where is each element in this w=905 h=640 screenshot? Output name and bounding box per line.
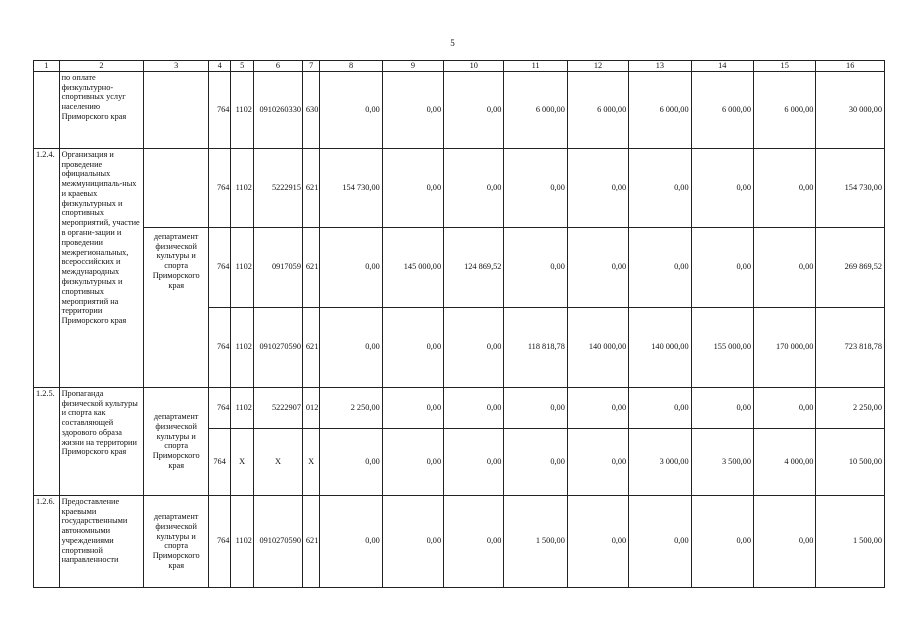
column-header: 6 xyxy=(253,61,302,72)
activity-name: Организация и проведение официальных межмуниципаль-ных и краевых физкультурных и спортивных мероприятий, участие в органи-зации и проведении межрегиональных, всероссийских и международных физкультурных и спортивных мероприятий на территории Приморского края xyxy=(59,148,144,387)
value-cell: 0,00 xyxy=(691,227,753,307)
code-cell: 1102 xyxy=(231,227,254,307)
column-header: 12 xyxy=(567,61,628,72)
value-cell: 30 000,00 xyxy=(816,71,885,148)
executor: департамент физической культуры и спорта Приморского края xyxy=(144,495,208,587)
value-cell: 0,00 xyxy=(567,428,628,495)
value-cell: 0,00 xyxy=(382,387,443,428)
column-header: 2 xyxy=(59,61,144,72)
value-cell: 6 000,00 xyxy=(629,71,691,148)
column-header: 14 xyxy=(691,61,753,72)
value-cell: 10 500,00 xyxy=(816,428,885,495)
value-cell: 4 000,00 xyxy=(754,428,816,495)
value-cell: 154 730,00 xyxy=(816,148,885,227)
value-cell: 6 000,00 xyxy=(754,71,816,148)
column-header: 1 xyxy=(34,61,60,72)
value-cell: 0,00 xyxy=(382,148,443,227)
code-cell: 764 xyxy=(208,428,231,495)
value-cell: 0,00 xyxy=(320,227,382,307)
value-cell: 140 000,00 xyxy=(629,307,691,387)
column-header: 7 xyxy=(302,61,319,72)
code-cell: X xyxy=(302,428,319,495)
table-row xyxy=(34,227,885,307)
column-header: 15 xyxy=(754,61,816,72)
value-cell: 0,00 xyxy=(504,387,567,428)
code-cell: 5222907 xyxy=(253,387,302,428)
column-header: 4 xyxy=(208,61,231,72)
page-number: 5 xyxy=(450,38,455,48)
value-cell: 1 500,00 xyxy=(504,495,567,587)
value-cell: 0,00 xyxy=(691,387,753,428)
value-cell: 0,00 xyxy=(754,148,816,227)
code-cell: 0910260330 xyxy=(253,71,302,148)
column-header: 13 xyxy=(629,61,691,72)
value-cell: 145 000,00 xyxy=(382,227,443,307)
code-cell: 630 xyxy=(302,71,319,148)
code-cell: 1102 xyxy=(231,495,254,587)
code-cell: X xyxy=(253,428,302,495)
code-cell: 1102 xyxy=(231,71,254,148)
executor: департамент физической культуры и спорта Приморского края xyxy=(144,227,208,387)
code-cell: 764 xyxy=(208,148,231,227)
value-cell: 2 250,00 xyxy=(320,387,382,428)
value-cell: 0,00 xyxy=(691,148,753,227)
value-cell: 0,00 xyxy=(504,148,567,227)
header-row xyxy=(34,61,885,72)
value-cell: 0,00 xyxy=(567,227,628,307)
code-cell: 5222915 xyxy=(253,148,302,227)
column-header: 16 xyxy=(816,61,885,72)
table-row xyxy=(34,387,885,428)
value-cell: 154 730,00 xyxy=(320,148,382,227)
value-cell: 0,00 xyxy=(444,428,504,495)
value-cell: 2 250,00 xyxy=(816,387,885,428)
value-cell: 0,00 xyxy=(444,71,504,148)
value-cell: 0,00 xyxy=(629,148,691,227)
column-header: 5 xyxy=(231,61,254,72)
activity-name: Предоставление краевыми государственными автономными учреждениями спортивной направленности xyxy=(59,495,144,587)
code-cell: 621 xyxy=(302,148,319,227)
code-cell: 1102 xyxy=(231,387,254,428)
value-cell: 0,00 xyxy=(320,71,382,148)
value-cell: 0,00 xyxy=(444,148,504,227)
value-cell: 0,00 xyxy=(691,495,753,587)
value-cell: 140 000,00 xyxy=(567,307,628,387)
code-cell: 0910270590 xyxy=(253,495,302,587)
code-cell: 764 xyxy=(208,387,231,428)
value-cell: 0,00 xyxy=(504,227,567,307)
column-header: 11 xyxy=(504,61,567,72)
row-number: 1.2.6. xyxy=(34,495,60,587)
executor xyxy=(144,148,208,227)
column-header: 8 xyxy=(320,61,382,72)
column-header: 9 xyxy=(382,61,443,72)
column-header: 10 xyxy=(444,61,504,72)
value-cell: 0,00 xyxy=(629,387,691,428)
code-cell: 621 xyxy=(302,495,319,587)
value-cell: 269 869,52 xyxy=(816,227,885,307)
value-cell: 0,00 xyxy=(504,428,567,495)
value-cell: 0,00 xyxy=(444,495,504,587)
value-cell: 0,00 xyxy=(382,71,443,148)
value-cell: 0,00 xyxy=(320,428,382,495)
value-cell: 6 000,00 xyxy=(567,71,628,148)
table-row xyxy=(34,495,885,587)
row-number: 1.2.4. xyxy=(34,148,60,387)
value-cell: 3 000,00 xyxy=(629,428,691,495)
value-cell: 723 818,78 xyxy=(816,307,885,387)
value-cell: 0,00 xyxy=(320,307,382,387)
row-number: 1.2.5. xyxy=(34,387,60,495)
table-row xyxy=(34,148,885,227)
code-cell: 621 xyxy=(302,307,319,387)
value-cell: 6 000,00 xyxy=(504,71,567,148)
value-cell: 118 818,78 xyxy=(504,307,567,387)
activity-name: по оплате физкультурно-спортивных услуг населению Приморского края xyxy=(59,71,144,148)
code-cell: 1102 xyxy=(231,307,254,387)
value-cell: 0,00 xyxy=(567,387,628,428)
value-cell: 6 000,00 xyxy=(691,71,753,148)
code-cell: 0910270590 xyxy=(253,307,302,387)
code-cell: 012 xyxy=(302,387,319,428)
budget-table xyxy=(33,60,885,588)
value-cell: 3 500,00 xyxy=(691,428,753,495)
code-cell: 621 xyxy=(302,227,319,307)
value-cell: 0,00 xyxy=(754,227,816,307)
row-number xyxy=(34,71,60,148)
code-cell: 1102 xyxy=(231,148,254,227)
code-cell: X xyxy=(231,428,254,495)
value-cell: 0,00 xyxy=(754,387,816,428)
code-cell: 764 xyxy=(208,71,231,148)
code-cell: 764 xyxy=(208,495,231,587)
value-cell: 0,00 xyxy=(567,148,628,227)
value-cell: 0,00 xyxy=(629,227,691,307)
table-row xyxy=(34,71,885,148)
code-cell: 0917059 xyxy=(253,227,302,307)
executor: департамент физической культуры и спорта Приморского края xyxy=(144,387,208,495)
executor xyxy=(144,71,208,148)
value-cell: 0,00 xyxy=(382,307,443,387)
value-cell: 0,00 xyxy=(444,307,504,387)
activity-name: Пропаганда физической культуры и спорта как составляющей здорового образа жизни на территории Приморского края xyxy=(59,387,144,495)
value-cell: 0,00 xyxy=(444,387,504,428)
value-cell: 0,00 xyxy=(754,495,816,587)
value-cell: 0,00 xyxy=(382,495,443,587)
column-header: 3 xyxy=(144,61,208,72)
value-cell: 124 869,52 xyxy=(444,227,504,307)
code-cell: 764 xyxy=(208,307,231,387)
value-cell: 0,00 xyxy=(629,495,691,587)
value-cell: 0,00 xyxy=(567,495,628,587)
code-cell: 764 xyxy=(208,227,231,307)
value-cell: 0,00 xyxy=(382,428,443,495)
value-cell: 170 000,00 xyxy=(754,307,816,387)
value-cell: 155 000,00 xyxy=(691,307,753,387)
value-cell: 1 500,00 xyxy=(816,495,885,587)
value-cell: 0,00 xyxy=(320,495,382,587)
